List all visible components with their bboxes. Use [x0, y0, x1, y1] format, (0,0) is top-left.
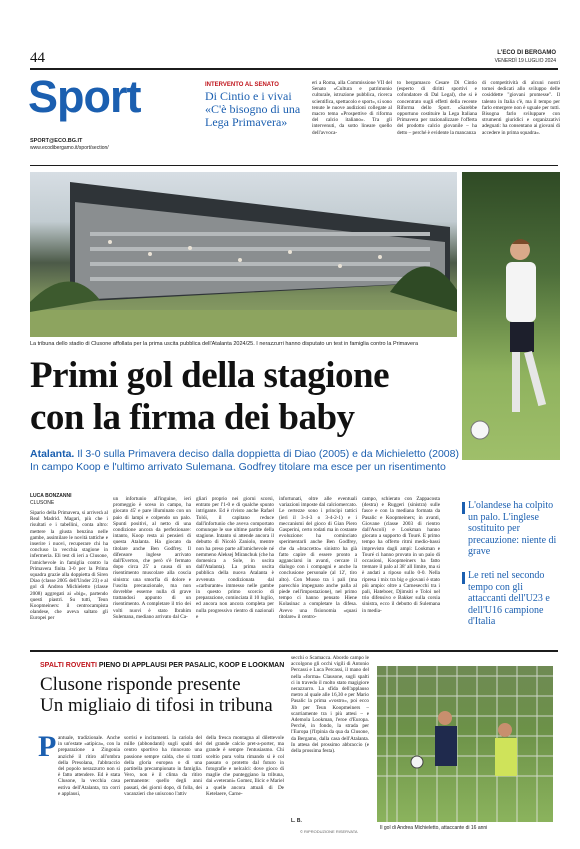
section-web: www.ecodibergamo.it/sport/section/ — [30, 145, 109, 151]
stadium-photo — [30, 172, 457, 337]
sidebar-bar-2 — [462, 572, 465, 584]
bottom-col-2: sorrisi e incitamenti. la cariola del mille (abbondanti) sugli spalti del centro sportivo ha rinnovato una passione sempre calda, che si tratti della gloria europea o di una partitella precampionato in famiglia. Vero, non è il clima da ritiro permanente: quello degli anni passati, dei giorni dopo, di folla, dei vacanzieri che uniscono l'attiv — [124, 735, 202, 797]
top-rule — [30, 165, 558, 166]
main-headline-1: Primi gol della stagione — [30, 355, 389, 396]
bottom-col-3: della fresca montagna al dilettevole del grande calcio pret-a-porter, ma grande è sempre l'entusiasmo. Chi sceltio pura volta rimando si è col passato o protetto dal futuro in fotografie e nelcalci: dove gioco di maglie che punteggiano la tribuna, dai «veterani» Gomez, Ilicic e Mariel a quelle ancora attuali di De Ketelaere, Carne- — [206, 735, 284, 797]
player-illustration — [462, 172, 560, 460]
player-photo — [462, 172, 560, 460]
top-story-col-1: eri a Roma, alla Commissione VII del Senato «Cultura e patrimonio culturale, istruzione pubblica, ricerca scientifica, spettacolo e sport», si sono tenute le nuove audizioni collegate al macro tema «Prospettive di riforma del calcio italiano». Tra gli intervenuti, da sotto lineare quello dell'avvoca- — [312, 80, 392, 136]
main-col-1: Sipario della Primavera, si arriverà al Real Madrid. Magari, più che i risultati e i tabellini, conta altro: mettere la giusta benzina nelle gambe, assimilare le novità tattiche e inserire i nuovi, recuperare chi ha concluso la vecchia stagione in infermeria. Eli test di ieri a Clusone, l'amichevole in famiglia contro la Primavera finita 3-0 per la Prima squadra grazie alla doppietta di Siren Diao (classe 2005 dell'Under 23) e al gol di Andrea Michieletto (classe 2008) aggregati ai «big», partendo questi piastri. Su tutti, Teun Koopmeiners: il centrocampista olandese, che aveva saltato gli Europei per — [30, 510, 108, 622]
bottom-col-4: secchi o Scamacca. Abordo campo le accolgono gli occhi vigili di Antonio Percassi e Luca Percassi, il mano del nella «forma» Clausone, sugli spalti ci in travedo il molto stato magigiore nerazzurro. La sfida dell'applauso metro al quale alle 16,30 e per Mario Pasalic la prima «vostro», poi ecco Jib per Teun Koopmeiners – scarriamente tra i più attesi – e Ademola Lookman, l'eroe d'Europa. Perché, in fondo, la strada per l'Europa (l'Irpinia da qua da Clusone, da Bergamo, dalla casa dell'Atalanta. In attesa del prossimo abbraccio (e della prossima festa). — [291, 655, 369, 755]
bottom-kicker-tag: SPALTI ROVENTI — [40, 662, 97, 669]
main-col-4: infortunati, oltre alle eventuali variazioni imposte dal calciomercato. Le certezze sono i principi tattici (ieri il 3-4-3 o 3-4-2-1) e i meccanismi del gioco di Gian Piero Gasperini, certo rodati ma in costante evoluzione: ha cominciato sperimentarli anche Ben Godfrey, che da «braccetto» sinistro ha già fatto capire di essere pronto a agganciarsi in avanti, cercare il dialogo con i compagni e anche la conclusione personale (al 12', tiro alto). Con Musso tra i pali (ma parecchio impegnato anche palla al piede nell'impostazione), nel primo tempo ci hanno pensato Hiene Kolasinac a completare la difesa. Avevo una fisionomia «quasi titolare» il centro- — [279, 496, 357, 620]
paper-name: L'ECO DI BERGAMO — [497, 50, 556, 56]
section-email: SPORT@ECO.BG.IT — [30, 138, 83, 144]
dateline: CLUSONE — [30, 500, 55, 506]
sidebar-quote-2: Le reti nel secondo tempo con gli attaccanti dell'U23 e dell'U16 campione d'Italia — [468, 570, 550, 627]
photo-caption: La tribuna dello stadio di Clusone affollata per la prima uscita pubblica dell'Atalanta 2024/25. I nerazzurri hanno disputato un test in famiglia contro la Primavera — [30, 341, 419, 347]
bottom-copyright: © RIPRODUZIONE RISERVATA — [300, 829, 358, 834]
bottom-title-2: Un migliaio di tifosi in tribuna — [40, 695, 273, 716]
main-col-3: gliari proprio nei giorni scorsi, entrato per l'1-0 e di qualche spunto intrigante. Ed è rivisto anche Rafael Tolói, il capitano reduce dall'infortunio che aveva comportato comunque le sue ultime partite della stagione. Intanto si attende ancora il debutto di Nicolò Zaniolo, mentre non ha preso parte all'amichevole né nemmeno Aleksej Miranchuk (che ha domenica a Sole, in uscita dall'Atalanta). La prima uscita pubblica della nuova Atalanta è avvenuta condizionata dal «carburante» immesso nelle gambe in questo primo scorcio di preparazione, cominciata il 10 luglio, ed ancora non ancora completa per nulla progressivo rientro di nazionali e — [196, 496, 274, 620]
bottom-col-1: antuale, tradizionale. Anche in un'estate «atipica», con la preparazione a Zingonia anziché il ritiro all'ombra della Presolana, l'abbraccio del popolo nerazzurro non si è fatto attendere. Ed è stata Clusone, la vecchia casa estiva dell'Atalanta, tra corri e applausi, — [58, 735, 120, 797]
bottom-kicker — [40, 662, 284, 669]
bottom-rule — [30, 650, 558, 652]
deck-lead: Atalanta. — [30, 448, 75, 460]
stadium-illustration — [30, 172, 457, 337]
sidebar-quote-1: L'olandese ha colpito un palo. L'inglese sostituito per precauzione: niente di grave — [468, 500, 557, 557]
top-story-kicker: INTERVENTO AL SENATO — [205, 82, 279, 88]
main-deck — [30, 448, 460, 474]
bottom-title-1: Clusone risponde presente — [40, 674, 241, 695]
main-col-5: campo, schierato con Zappacosta (destra) e Ruggeri (sinistra) sulle fasce e con la mediana formata da Pasalic e Koopmeiners; in avanti, Giovane (classe 2003 di rientro dall'Ascoli) e Lookman hanno giocato a supporto di Touré. E primo tempo ha offerto ritmi medio-bassi imprevisto dagli ampi: Lookman e Touré ci hanno provato in un paio di occasioni, Koopmeiners ha fatto tremare il palo al 38' all limite, ma si è andati a riposo sullo 0-0. Nella ripresa i mix tra big e giovani è stato più ampio: oltre a Carnesecchi tra i pali, Hateboer, Djimsiti e Toloi nel trio difensivo e Bakker sulla corsia sinistra, ecco il debutto di Sulemana in media- — [362, 496, 440, 614]
bottom-kicker-text: PIENO DI APPLAUSI PER PASALIC, KOOP E LOOKMAN — [98, 662, 285, 669]
header-rule — [30, 68, 558, 70]
byline: LUCA BONZANNI — [30, 493, 72, 499]
sidebar-bar-1 — [462, 502, 465, 514]
goal-illustration — [377, 666, 553, 822]
goal-photo-caption: Il gol di Andrea Michieletto, attaccante di 16 anni — [380, 825, 488, 831]
page-number: 44 — [30, 50, 45, 66]
goal-photo — [377, 666, 553, 822]
dropcap: P — [38, 730, 57, 763]
top-story-col-2: to bergamasco Cesare Di Cintio (esperto di diritti sportivi e cofondatore di Dal Legal), che si è concentrato sugli effetti della recente Riforma dello Sport. «Sarebbe opportuno costituire la Lega Italiana Primavera per razionalizzare l'offerta del prodotto calcio giovanile – ha detto – perché è evidente la mancanza — [397, 80, 477, 136]
top-story-title: Di Cintio e i vivai «C'è bisogno di una Lega Primavera» — [205, 89, 301, 129]
main-headline-2: con la firma dei baby — [30, 397, 355, 438]
top-story-col-3: di competitività di alcuni nostri tornei dedicati allo sviluppo delle cosiddette "giovani promesse". Il talento in Italia c'è, ma il tempo per farlo emergere non è uguale per tutti. Bisogna farlo sviluppare con strumenti giuridici e organizzativi adeguati: ha consentano ai giovani di accedere in prima squadra». — [482, 80, 560, 136]
section-title: Sport — [28, 71, 141, 122]
deck-text: Il 3-0 sulla Primavera deciso dalla doppietta di Diao (2005) e da Michieletto (2008) In campo Koop e l'ultimo arrivato Sulemana. Godfrey titolare ma esce per un risentimento — [30, 448, 459, 473]
bottom-signature: L. B. — [291, 818, 302, 824]
issue-date: VENERDÌ 19 LUGLIO 2024 — [494, 58, 556, 64]
main-col-2: un infortunio all'inguine, ieri promeggio è sceso in campo, ha giocato 45' e pare illuminato con un paio di lampi e colpendo un palo. Spunti positivi, al netto di una condizione ancora da perfezionare: intanto, Koop resta ai pensieri di questa Atalanta. Ha giocato da titolare anche Ben Godfrey. Il difensore inglese arrivato dall'Everton, che però s'è fermato dopo circa 25' a causa di un risentimento muscolare alla coscia sinistra: una smorfia di dolore e l'uscita precauzionale, ma non dovrebbe esserne nulla di grave trattandosi appunto di un risentimento. A completare il trio dei volti nuovi è stato Ibrahim Sulemana, mediano arrivato dal Ca- — [113, 496, 191, 620]
